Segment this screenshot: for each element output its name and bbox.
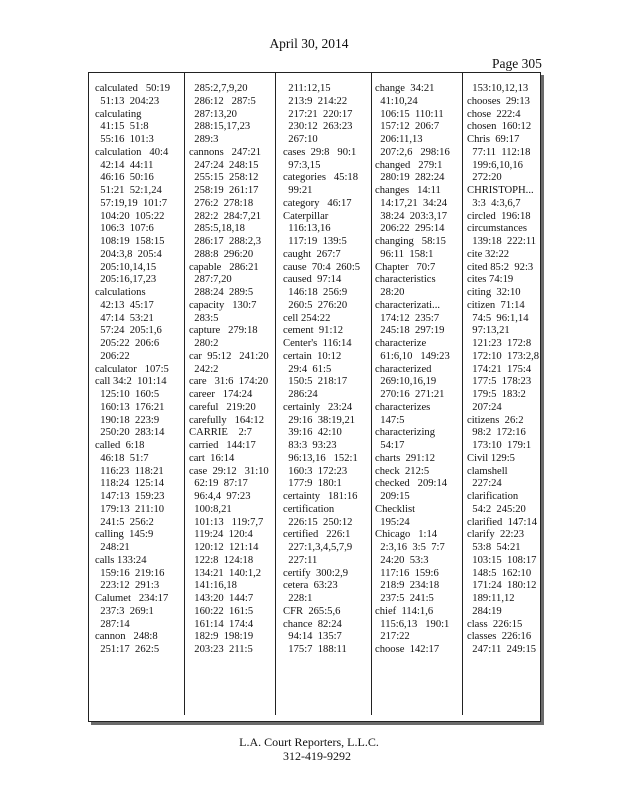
index-line: caught 267:7 [283, 248, 341, 260]
index-line: citizens 26:2 [467, 414, 524, 426]
index-line: 141:16,18 [189, 580, 237, 592]
index-line: cement 91:12 [283, 325, 344, 337]
index-line: careful 219:20 [189, 401, 256, 413]
index-line: calls 133:24 [95, 554, 147, 566]
index-line: called 6:18 [95, 440, 145, 451]
index-line: 175:7 188:11 [283, 644, 347, 655]
index-line: 179:5 183:2 [467, 389, 526, 400]
index-line: certification [283, 503, 335, 515]
index-line: 41:10,24 [375, 95, 418, 107]
index-line: calculated 50:19 [95, 83, 171, 94]
index-line: 287:7,20 [189, 274, 232, 286]
index-line: 269:10,16,19 [375, 376, 437, 388]
index-line: 94:14 135:7 [283, 631, 342, 643]
index-line: 282:2 284:7,21 [189, 210, 262, 222]
footer-phone: 312-419-9292 [283, 749, 351, 763]
index-line: 119:24 120:4 [189, 529, 253, 541]
index-column-4 [375, 83, 450, 657]
index-line: 272:20 [467, 172, 502, 184]
index-line: 24:20 53:3 [375, 554, 429, 566]
index-line: 248:21 [95, 542, 130, 553]
index-line: 270:16 271:21 [375, 389, 445, 400]
index-line: carried 144:17 [189, 440, 256, 451]
index-line: calculation 40:4 [95, 146, 169, 158]
index-column-3 [283, 83, 360, 657]
index-line: 199:6,10,16 [467, 159, 523, 171]
index-column-5 [467, 83, 539, 657]
index-line: 61:6,10 149:23 [375, 350, 450, 362]
index-line: 108:19 158:15 [95, 236, 165, 247]
index-line: 150:5 218:17 [283, 376, 348, 388]
index-line: 3:3 4:3,6,7 [467, 197, 521, 209]
index-line: 284:19 [467, 605, 502, 617]
index-line: clarified 147:14 [467, 516, 538, 528]
index-line: 217:22 [375, 631, 410, 643]
index-line: 160:13 176:21 [95, 401, 165, 413]
index-line: 230:12 263:23 [283, 121, 353, 133]
index-line: 227:11 [283, 554, 318, 566]
index-line: citing 32:10 [467, 287, 521, 298]
index-line: capture 279:18 [189, 325, 258, 337]
index-line: Chicago 1:14 [375, 529, 438, 541]
index-column-1 [95, 83, 170, 657]
index-line: citizen 71:14 [467, 299, 525, 311]
index-line: 285:5,18,18 [189, 223, 245, 235]
index-line: changed 279:1 [375, 159, 443, 171]
index-line: caused 97:14 [283, 274, 342, 286]
index-line: 213:9 214:22 [283, 95, 348, 107]
index-line: 227:1,3,4,5,7,9 [283, 542, 353, 553]
index-line: 241:5 256:2 [95, 516, 154, 528]
index-line: cannon 248:8 [95, 631, 158, 643]
index-line: 276:2 278:18 [189, 197, 254, 209]
index-line: 125:10 160:5 [95, 389, 160, 400]
index-line: 46:16 50:16 [95, 172, 154, 184]
index-line: CFR 265:5,6 [283, 605, 341, 617]
index-line: 77:11 112:18 [467, 146, 531, 158]
index-line: 283:5 [189, 312, 219, 324]
index-line: 247:11 249:15 [467, 644, 537, 655]
index-line: 206:11,13 [375, 134, 423, 145]
index-line: 143:20 144:7 [189, 593, 254, 604]
index-line: calculator 107:5 [95, 363, 169, 375]
index-line: 182:9 198:19 [189, 631, 254, 643]
index-line: cetera 63:23 [283, 580, 338, 592]
index-line: 207:24 [467, 401, 502, 413]
index-line: 157:12 206:7 [375, 121, 440, 133]
index-line: 117:19 139:5 [283, 236, 347, 247]
index-line: 177:9 180:1 [283, 478, 342, 490]
index-line: 237:3 269:1 [95, 605, 154, 617]
index-line: characterizati... [375, 299, 440, 311]
index-line: 206:22 [95, 350, 130, 362]
index-line: chooses 29:13 [467, 95, 530, 107]
column-divider [275, 73, 276, 715]
index-line: certainly 23:24 [283, 401, 353, 413]
index-line: 205:10,14,15 [95, 261, 157, 273]
index-line: 97:13,21 [467, 325, 510, 337]
index-line: 209:15 [375, 491, 410, 502]
index-line: 57:24 205:1,6 [95, 325, 162, 337]
index-line: 134:21 140:1,2 [189, 567, 262, 579]
index-line: 42:14 44:11 [95, 159, 154, 171]
index-line: 177:5 178:23 [467, 376, 532, 388]
index-line: 204:3,8 205:4 [95, 248, 162, 260]
index-line: 287:14 [95, 618, 130, 630]
index-line: 172:10 173:2,8 [467, 350, 540, 362]
index-line: 96:13,16 152:1 [283, 452, 358, 464]
index-line: 286:12 287:5 [189, 95, 256, 107]
index-line: 62:19 87:17 [189, 478, 248, 490]
index-line: 179:13 211:10 [95, 503, 165, 515]
index-line: clarify 22:23 [467, 529, 525, 541]
page-number: Page 305 [492, 56, 542, 71]
index-line: 97:3,15 [283, 159, 321, 171]
index-line: 160:3 172:23 [283, 465, 348, 477]
index-line: CHRISTOPH... [467, 185, 534, 196]
index-line: 106:15 110:11 [375, 108, 444, 120]
index-box [88, 72, 541, 722]
index-line: 57:19,19 101:7 [95, 197, 168, 209]
index-line: categories 45:18 [283, 172, 359, 184]
index-line: checked 209:14 [375, 478, 448, 490]
index-line: 55:16 101:3 [95, 134, 154, 145]
index-line: Center's 116:14 [283, 338, 352, 349]
index-line: cart 16:14 [189, 452, 235, 464]
index-line: 103:15 108:17 [467, 554, 537, 566]
index-line: certified 226:1 [283, 529, 351, 541]
index-line: Caterpillar [283, 210, 329, 222]
index-line: 98:2 172:16 [467, 427, 526, 439]
column-divider [462, 73, 463, 715]
index-line: 147:5 [375, 414, 405, 426]
index-line: 47:14 53:21 [95, 312, 154, 324]
index-line: 245:18 297:19 [375, 325, 445, 337]
index-line: 286:17 288:2,3 [189, 236, 262, 247]
index-line: Calumet 234:17 [95, 593, 169, 604]
index-line: 74:5 96:1,14 [467, 312, 529, 324]
index-line: 251:17 262:5 [95, 644, 160, 655]
index-line: 106:3 107:6 [95, 223, 154, 235]
index-line: cases 29:8 90:1 [283, 146, 357, 158]
index-line: chosen 160:12 [467, 121, 532, 133]
index-line: call 34:2 101:14 [95, 376, 167, 388]
index-line: 41:15 51:8 [95, 121, 149, 133]
index-line: 280:2 [189, 338, 219, 349]
index-line: 287:13,20 [189, 108, 237, 120]
index-line: 159:16 219:16 [95, 567, 165, 579]
index-line: 51:13 204:23 [95, 95, 160, 107]
index-line: certainty 181:16 [283, 491, 358, 502]
index-line: 83:3 93:23 [283, 440, 337, 451]
index-line: 174:21 175:4 [467, 363, 532, 375]
index-line: 173:10 179:1 [467, 440, 532, 451]
index-line: 116:13,16 [283, 223, 331, 235]
index-line: 54:17 [375, 440, 405, 451]
index-line: Checklist [375, 503, 416, 515]
index-line: cannons 247:21 [189, 146, 262, 158]
index-line: 146:18 256:9 [283, 287, 348, 298]
index-line: 147:13 159:23 [95, 491, 165, 502]
index-line: 160:22 161:5 [189, 605, 254, 617]
index-line: cause 70:4 260:5 [283, 261, 361, 273]
index-line: 29:4 61:5 [283, 363, 332, 375]
index-line: check 212:5 [375, 465, 430, 477]
index-line: chance 82:24 [283, 618, 342, 630]
index-line: 96:4,4 97:23 [189, 491, 251, 502]
index-line: circled 196:18 [467, 210, 531, 222]
index-line: career 174:24 [189, 389, 253, 400]
index-line: Chris 69:17 [467, 134, 520, 145]
index-line: changing 58:15 [375, 236, 446, 247]
index-line: cited 85:2 92:3 [467, 261, 534, 273]
index-line: 288:8 296:20 [189, 248, 254, 260]
index-line: 228:1 [283, 593, 313, 604]
index-line: 285:2,7,9,20 [189, 83, 248, 94]
index-line: care 31:6 174:20 [189, 376, 269, 388]
index-line: characterized [375, 363, 432, 375]
index-line: 101:13 119:7,7 [189, 516, 264, 528]
index-line: cite 32:22 [467, 248, 510, 260]
index-line: chief 114:1,6 [375, 605, 434, 617]
index-line: 2:3,16 3:5 7:7 [375, 542, 445, 553]
page-date: April 30, 2014 [269, 36, 349, 51]
index-line: 29:16 38:19,21 [283, 414, 356, 426]
index-line: 260:5 276:20 [283, 299, 348, 311]
index-line: 46:18 51:7 [95, 452, 149, 464]
index-line: 226:15 250:12 [283, 516, 353, 528]
index-line: certify 300:2,9 [283, 567, 349, 579]
index-line: 161:14 174:4 [189, 618, 254, 630]
index-line: 38:24 203:3,17 [375, 210, 448, 222]
index-line: CARRIE 2:7 [189, 427, 252, 439]
index-line: 250:20 283:14 [95, 427, 165, 439]
index-line: 104:20 105:22 [95, 210, 165, 222]
index-line: 139:18 222:11 [467, 236, 537, 247]
index-line: calculating [95, 108, 142, 120]
index-line: 247:24 248:15 [189, 159, 259, 171]
index-line: charts 291:12 [375, 452, 436, 464]
index-line: 211:12,15 [283, 83, 331, 94]
index-line: characterizes [375, 401, 431, 413]
index-line: 153:10,12,13 [467, 83, 529, 94]
index-column-2 [189, 83, 269, 657]
index-line: cell 254:22 [283, 312, 331, 324]
index-line: change 34:21 [375, 83, 435, 94]
index-line: classes 226:16 [467, 631, 532, 643]
index-line: 54:2 245:20 [467, 503, 526, 515]
index-line: 242:2 [189, 363, 219, 375]
index-line: 190:18 223:9 [95, 414, 160, 426]
index-line: 288:24 289:5 [189, 287, 254, 298]
index-line: 195:24 [375, 516, 410, 528]
index-line: 100:8,21 [189, 503, 232, 515]
index-line: 118:24 125:14 [95, 478, 165, 490]
index-line: 96:11 158:1 [375, 248, 434, 260]
column-divider [371, 73, 372, 715]
index-line: characterize [375, 338, 427, 349]
index-line: chose 222:4 [467, 108, 521, 120]
index-line: 122:8 124:18 [189, 554, 254, 566]
index-line: 205:16,17,23 [95, 274, 157, 286]
index-line: 99:21 [283, 185, 313, 196]
column-divider [184, 73, 185, 715]
index-line: class 226:15 [467, 618, 523, 630]
index-line: 223:12 291:3 [95, 580, 160, 592]
index-line: 14:17,21 34:24 [375, 197, 448, 209]
index-line: 227:24 [467, 478, 502, 490]
index-line: calling 145:9 [95, 529, 154, 541]
index-line: 148:5 162:10 [467, 567, 532, 579]
index-line: 286:24 [283, 389, 318, 400]
footer-company: L.A. Court Reporters, L.L.C. [239, 735, 379, 749]
index-line: car 95:12 241:20 [189, 350, 269, 362]
index-line: characterizing [375, 427, 435, 439]
index-line: calculations [95, 287, 146, 298]
index-line: 120:12 121:14 [189, 542, 259, 553]
index-line: 203:23 211:5 [189, 644, 253, 655]
index-line: 258:19 261:17 [189, 185, 259, 196]
index-line: 217:21 220:17 [283, 108, 353, 120]
index-line: 218:9 234:18 [375, 580, 440, 592]
index-line: 189:11,12 [467, 593, 515, 604]
index-line: cites 74:19 [467, 274, 514, 286]
index-line: capable 286:21 [189, 261, 259, 273]
index-line: case 29:12 31:10 [189, 465, 269, 477]
index-line: 255:15 258:12 [189, 172, 259, 184]
index-line: 115:6,13 190:1 [375, 618, 450, 630]
index-line: 28:20 [375, 287, 405, 298]
index-line: Civil 129:5 [467, 452, 515, 464]
index-line: certain 10:12 [283, 350, 342, 362]
index-line: category 46:17 [283, 197, 352, 209]
index-line: 116:23 118:21 [95, 465, 164, 477]
index-line: 121:23 172:8 [467, 338, 532, 349]
index-line: characteristics [375, 274, 436, 286]
index-line: 288:15,17,23 [189, 121, 251, 133]
index-line: 174:12 235:7 [375, 312, 440, 324]
index-line: 207:2,6 298:16 [375, 146, 450, 158]
index-line: 205:22 206:6 [95, 338, 160, 349]
index-line: carefully 164:12 [189, 414, 265, 426]
index-line: 42:13 45:17 [95, 299, 154, 311]
index-line: 117:16 159:6 [375, 567, 439, 579]
index-line: 206:22 295:14 [375, 223, 445, 235]
index-line: choose 142:17 [375, 644, 440, 655]
index-line: changes 14:11 [375, 185, 441, 196]
index-line: 53:8 54:21 [467, 542, 521, 553]
index-line: 280:19 282:24 [375, 172, 445, 184]
index-line: 237:5 241:5 [375, 593, 434, 604]
index-line: 39:16 42:10 [283, 427, 342, 439]
index-line: circumstances [467, 223, 528, 235]
index-line: clamshell [467, 465, 508, 477]
index-line: 51:21 52:1,24 [95, 185, 162, 196]
index-line: Chapter 70:7 [375, 261, 436, 273]
index-line: 289:3 [189, 134, 219, 145]
index-line: clarification [467, 491, 519, 502]
index-line: 267:10 [283, 134, 318, 145]
index-line: 171:24 180:12 [467, 580, 537, 592]
index-line: capacity 130:7 [189, 299, 257, 311]
